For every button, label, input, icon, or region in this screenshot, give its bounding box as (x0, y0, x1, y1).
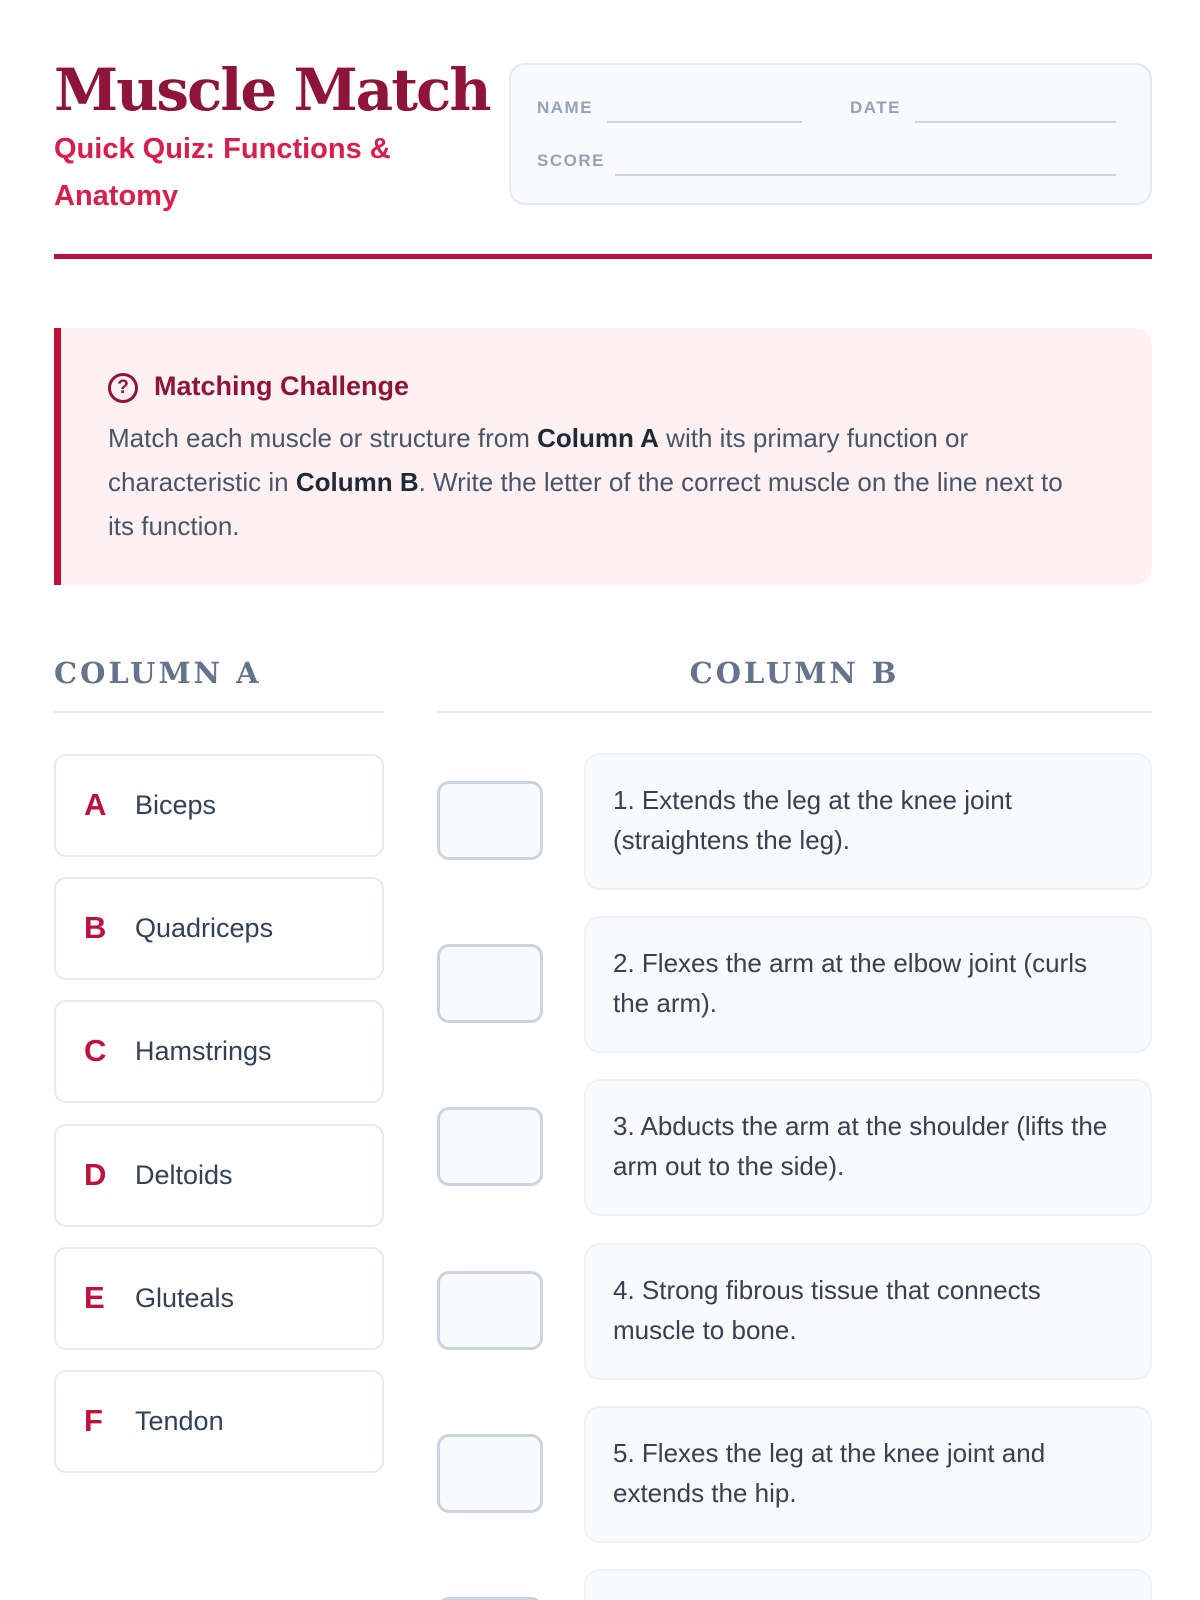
function-item (584, 1569, 1152, 1600)
column-b-divider (437, 711, 1152, 713)
column-a-heading: COLUMN A (54, 656, 262, 690)
list-item (54, 1370, 384, 1473)
student-info-card (509, 63, 1152, 205)
item-name: Tendon (135, 1406, 224, 1436)
instructions-callout (54, 328, 1152, 585)
list-item (54, 1000, 384, 1103)
answer-box[interactable] (437, 781, 543, 860)
question-circle-icon: ? (108, 373, 138, 403)
answer-box[interactable] (437, 1271, 543, 1350)
answer-box[interactable] (437, 944, 543, 1023)
item-letter: C (84, 1033, 107, 1068)
item-letter: B (84, 910, 107, 945)
date-label: DATE (850, 98, 902, 117)
page-subtitle: Quick Quiz: Functions & Anatomy (54, 133, 391, 212)
function-text: 2. Flexes the arm at the elbow joint (curls the arm). (613, 948, 1087, 1018)
column-b-heading: COLUMN B (689, 656, 900, 690)
item-name: Deltoids (135, 1160, 233, 1190)
list-item (54, 1124, 384, 1227)
function-text: 4. Strong fibrous tissue that connects muscle to bone. (613, 1275, 1041, 1345)
score-label: SCORE (537, 151, 605, 170)
answer-box[interactable] (437, 1107, 543, 1186)
column-a-divider (54, 711, 384, 713)
function-item (584, 1243, 1152, 1380)
item-letter: E (84, 1280, 105, 1315)
score-field[interactable] (615, 174, 1116, 176)
function-item (584, 1406, 1152, 1543)
function-text: 1. Extends the leg at the knee joint (straightens the leg). (613, 785, 1012, 855)
function-item (584, 753, 1152, 890)
item-letter: A (84, 787, 107, 822)
instructions-text: Match each muscle or structure from Column A with its primary function or characteristic in Column B. Write the letter of the correct muscle on the line next to its function. (108, 423, 1063, 541)
answer-box[interactable] (437, 1434, 543, 1513)
function-item (584, 1079, 1152, 1216)
list-item (54, 754, 384, 857)
callout-title: Matching Challenge (154, 371, 410, 401)
function-text: 5. Flexes the leg at the knee joint and extends the hip. (613, 1438, 1046, 1508)
item-name: Hamstrings (135, 1036, 272, 1066)
date-field[interactable] (915, 121, 1116, 123)
header-divider (54, 254, 1152, 259)
worksheet-header (54, 56, 1152, 261)
name-label: NAME (537, 98, 594, 117)
function-text: 3. Abducts the arm at the shoulder (lifts the arm out to the side). (613, 1111, 1108, 1181)
item-letter: D (84, 1157, 107, 1192)
function-item (584, 916, 1152, 1053)
item-letter: F (84, 1403, 103, 1438)
item-name: Gluteals (135, 1283, 235, 1313)
list-item (54, 877, 384, 980)
item-name: Biceps (135, 790, 217, 820)
list-item (54, 1247, 384, 1350)
page-title: Muscle Match (54, 56, 490, 124)
item-name: Quadriceps (135, 913, 274, 943)
name-field[interactable] (607, 121, 802, 123)
